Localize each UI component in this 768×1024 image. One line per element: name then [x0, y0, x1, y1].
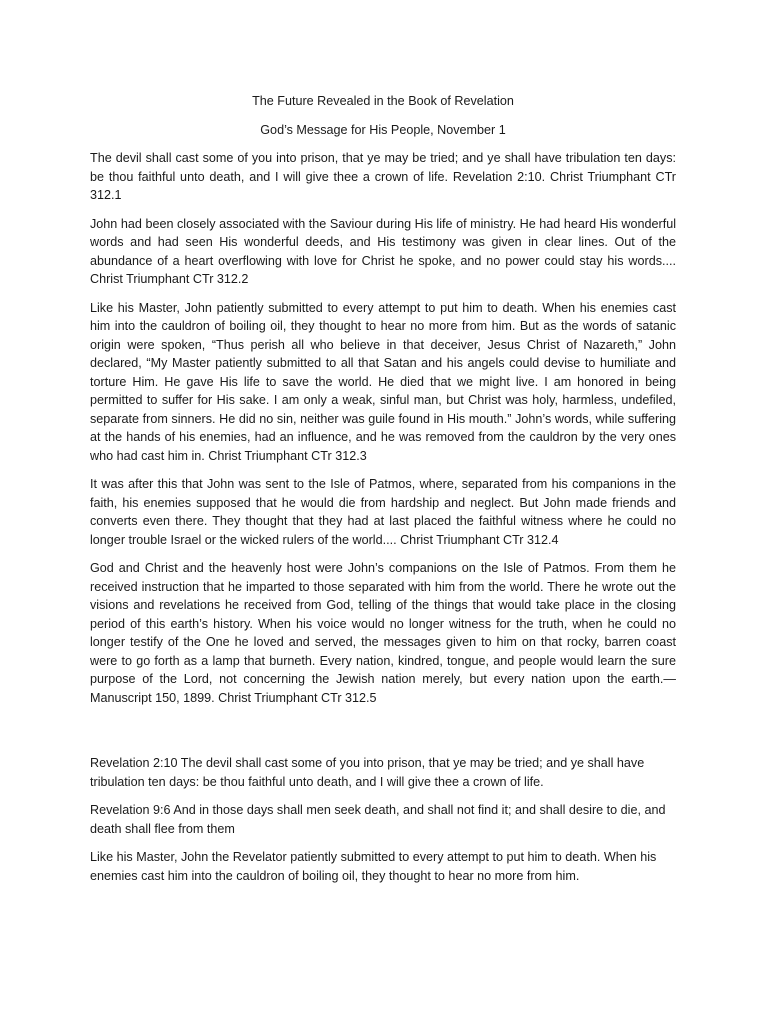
- note-revelation-9-6: Revelation 9:6 And in those days shall men seek death, and shall not find it; and shall desire to die, and death shall flee from them: [90, 803, 666, 836]
- document-subtitle: God’s Message for His People, November 1: [260, 122, 506, 137]
- paragraph-1: The devil shall cast some of you into prison, that ye may be tried; and ye shall have tribulation ten days: be thou faithful unto death, and I will give thee a crown of life. Revelation 2:10. Christ Triumphant CTr 312.1: [90, 151, 676, 202]
- paragraph-4: It was after this that John was sent to the Isle of Patmos, where, separated from his companions in the faith, his enemies supposed that he would die from hardship and neglect. But John made friends and converts even there. They thought that they had at last placed the faithful witness where he could no longer trouble Israel or the wicked rulers of the world.... Christ Triumphant CTr 312.4: [90, 477, 676, 547]
- paragraph-2: John had been closely associated with the Saviour during His life of ministry. He had heard His wonderful words and had seen His wonderful deeds, and His testimony was given in clear lines. Out of the abundance of a heart overflowing with love for Christ he spoke, and no power could stay his words.... Christ Triumphant CTr 312.2: [90, 216, 676, 286]
- paragraph-3: Like his Master, John patiently submitted to every attempt to put him to death. When his enemies cast him into the cauldron of boiling oil, they thought to hear no more from him. But as the words of satanic origin were spoken, “Thus perish all who believe in that deceiver, Jesus Christ of Nazareth,” John declared, “My Master patiently submitted to all that Satan and his angels could devise to humiliate and torture Him. He gave His life to save the world. He died that we might live. I am honored in being permitted to suffer for His sake. I am only a weak, sinful man, but Christ was holy, harmless, undefiled, separate from sinners. He did no sin, neither was guile found in His mouth.” John’s words, while suffering at the hands of his enemies, had an influence, and he was removed from the cauldron by the very ones who had cast him in. Christ Triumphant CTr 312.3: [90, 300, 676, 463]
- paragraph-5: God and Christ and the heavenly host were John’s companions on the Isle of Patmos. From them he received instruction that he imparted to those separated with him from the world. There he wrote out the visions and revelations he received from God, telling of the things that would take place in the closing period of this earth’s history. When his voice would no longer witness for the truth, when he could no longer testify of the One he loved and served, the messages given to him on that rocky, barren coast were to go forth as a lamp that burneth. Every nation, kindred, tongue, and people would learn the sure purpose of the Lord, not concerning the Jewish nation merely, but every nation upon the earth.—Manuscript 150, 1899. Christ Triumphant CTr 312.5: [90, 561, 676, 705]
- note-john-the-revelator: Like his Master, John the Revelator patiently submitted to every attempt to put him to death. When his enemies cast him into the cauldron of boiling oil, they thought to hear no more from him.: [90, 850, 657, 883]
- document-page: [90, 92, 676, 895]
- document-title: The Future Revealed in the Book of Revelation: [252, 94, 514, 108]
- section-gap: [90, 717, 676, 754]
- note-revelation-2-10: Revelation 2:10 The devil shall cast some of you into prison, that ye may be tried; and ye shall have tribulation ten days: be thou faithful unto death, and I will give thee a crown of life.: [90, 756, 645, 789]
